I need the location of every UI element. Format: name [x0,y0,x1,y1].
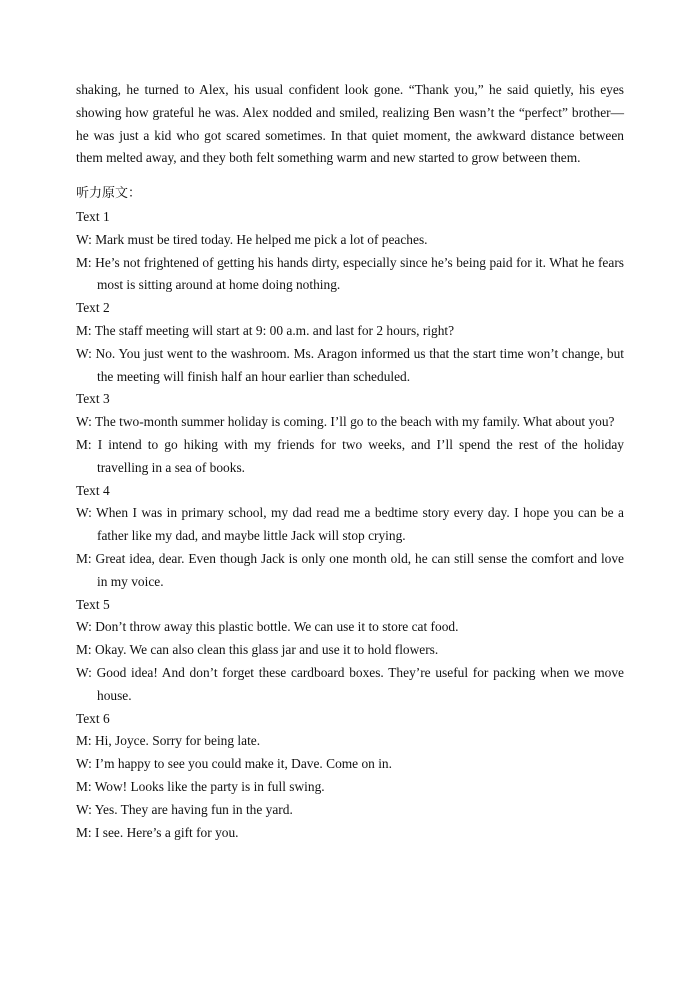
text-label: Text 6 [76,710,110,726]
dialogue-line: W: Don’t throw away this plastic bottle. We can use it to store cat food. [76,619,459,635]
dialogue-line: M: Hi, Joyce. Sorry for being late. [76,733,261,749]
text-block [76,594,624,708]
text-label: Text 1 [76,208,110,224]
dialogue-line: M: Okay. We can also clean this glass jar and use it to hold flowers. [76,642,439,658]
text-block [76,388,624,479]
listening-transcript [76,206,624,844]
story-paragraph: shaking, he turned to Alex, his usual confident look gone. “Thank you,” he said quietly, his eyes showing how grateful he was. Alex nodded and smiled, realizing Ben wasn’t the “perfect” brother—he was just a kid who got scared sometimes. In that quiet moment, the awkward distance between them melted away, and they both felt something warm and new started to grow between them. [76,82,624,166]
dialogue-line: W: I’m happy to see you could make it, Dave. Come on in. [76,756,392,772]
dialogue-line: M: Wow! Looks like the party is in full swing. [76,778,325,794]
dialogue-line: W: Mark must be tired today. He helped me pick a lot of peaches. [76,231,428,247]
dialogue-line: M: Great idea, dear. Even though Jack is only one month old, he can still sense the comfort and love in my voice. [76,550,624,589]
text-block [76,297,624,388]
dialogue-line: W: The two-month summer holiday is coming. I’ll go to the beach with my family. What about you? [76,414,615,430]
dialogue-line: W: No. You just went to the washroom. Ms. Aragon informed us that the start time won’t change, but the meeting will finish half an hour earlier than scheduled. [76,345,624,384]
text-label: Text 5 [76,596,110,612]
dialogue-line: M: I see. Here’s a gift for you. [76,824,239,840]
document-page [76,79,624,844]
text-label: Text 3 [76,391,110,407]
dialogue-line: W: Good idea! And don’t forget these cardboard boxes. They’re useful for packing when we move house. [76,664,624,703]
text-block [76,480,624,594]
dialogue-line: W: When I was in primary school, my dad read me a bedtime story every day. I hope you can be a father like my dad, and maybe little Jack will stop crying. [76,505,624,544]
text-block [76,708,624,845]
dialogue-line: M: He’s not frightened of getting his hands dirty, especially since he’s being paid for it. What he fears most is sitting around at home doing nothing. [76,254,624,293]
dialogue-line: W: Yes. They are having fun in the yard. [76,801,293,817]
text-label: Text 4 [76,482,110,498]
dialogue-line: M: I intend to go hiking with my friends for two weeks, and I’ll spend the rest of the holiday travelling in a sea of books. [76,436,624,475]
dialogue-line: M: The staff meeting will start at 9: 00 a.m. and last for 2 hours, right? [76,322,455,338]
section-title: 听力原文： [76,186,142,202]
text-label: Text 2 [76,300,110,316]
text-block [76,206,624,297]
